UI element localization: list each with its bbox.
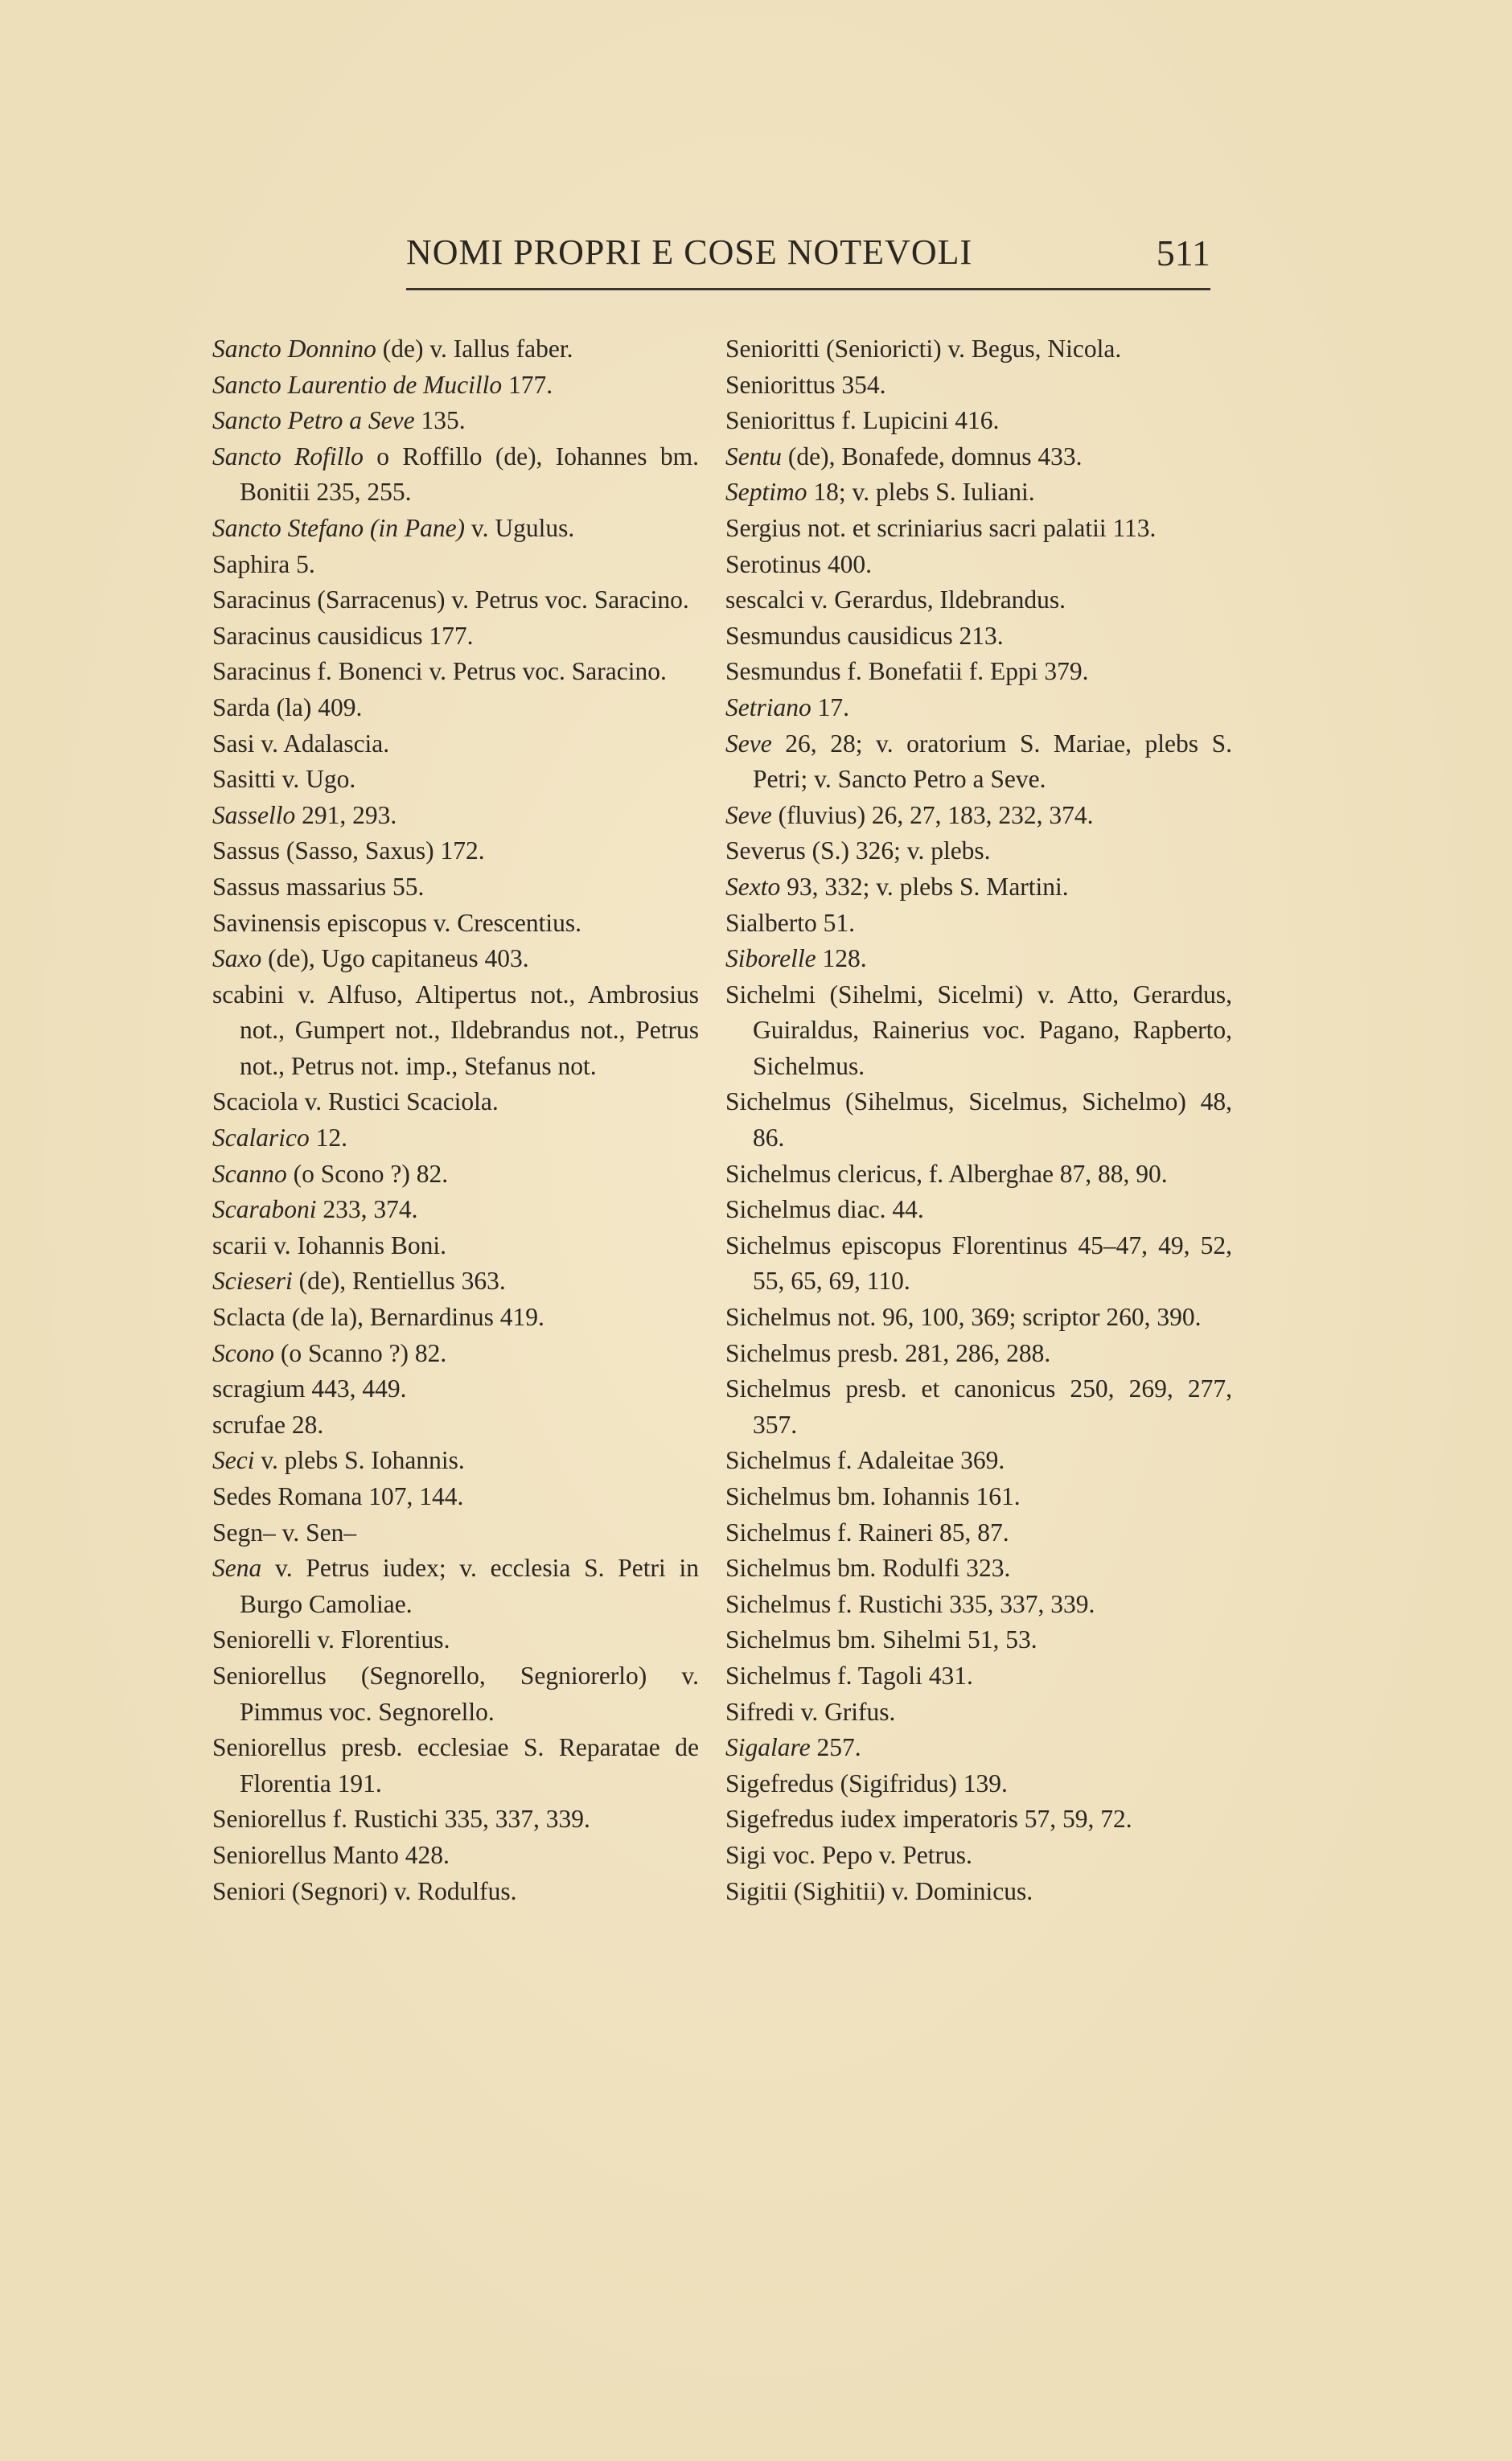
entry-references: (Segnori) v. Rodulfus.: [286, 1876, 517, 1905]
entry-term: Seve: [725, 800, 772, 829]
entry-term: Sentu: [725, 442, 782, 470]
index-entry: [725, 1802, 1232, 1838]
index-entry: [725, 1695, 1232, 1731]
entry-term: Sichelmus: [725, 1195, 832, 1224]
entry-term: Sancto Laurentio de Mucillo: [212, 370, 503, 399]
entry-references: causidicus 177.: [310, 621, 474, 650]
entry-references: 17.: [811, 692, 849, 721]
entry-references: (Segnorello, Segniorerlo) v. Pimmus voc. Segnorello.: [240, 1661, 699, 1726]
index-entry: [212, 798, 699, 834]
index-entry: [212, 582, 699, 618]
index-entry: [725, 1730, 1232, 1766]
entry-references: f. Adaleitae 369.: [831, 1446, 1005, 1475]
index-entry: [212, 547, 699, 583]
index-entry: [725, 582, 1232, 618]
entry-term: Sichelmus: [725, 1230, 832, 1259]
entry-term: Sichelmus: [725, 1482, 832, 1510]
entry-term: Septimo: [725, 478, 807, 507]
entry-references: (Sarracenus) v. Petrus voc. Saracino.: [310, 585, 689, 614]
entry-references: (de) v. Iallus faber.: [376, 335, 573, 363]
entry-references: f. Rustichi 335, 337, 339.: [831, 1589, 1095, 1618]
entry-references: not. et scriniarius sacri palatii 113.: [800, 513, 1157, 542]
entry-references: presb. 281, 286, 288.: [831, 1338, 1051, 1367]
entry-term: Scaraboni: [212, 1195, 317, 1224]
index-entry: [725, 475, 1232, 511]
index-entry: [212, 1336, 699, 1372]
index-entry: [212, 403, 699, 439]
entry-references: v. Adalascia.: [254, 729, 390, 758]
entry-term: Sichelmus: [725, 1374, 832, 1403]
running-header: [406, 232, 1210, 281]
entry-term: Saracinus: [212, 621, 311, 650]
entry-references: (Sihelmi, Sicelmi) v. Atto, Gerardus, Guiraldus, Rainerius voc. Pagano, Rapberto, Sichelmus.: [753, 980, 1232, 1080]
entry-references: (S.) 326; v. plebs.: [805, 836, 991, 865]
index-entry: [212, 331, 699, 368]
entry-term: Sichelmus: [725, 1661, 832, 1690]
index-entry: [212, 690, 699, 726]
entry-references: 354.: [835, 370, 886, 399]
entry-references: bm. Iohannis 161.: [831, 1482, 1021, 1510]
entry-term: Sarda: [212, 692, 270, 721]
entry-references: v. Grifus.: [794, 1697, 896, 1726]
entry-term: Sichelmus: [725, 1518, 832, 1547]
entry-term: Senioritti: [725, 335, 820, 363]
entry-term: scarii: [212, 1230, 268, 1259]
entry-term: Sigefredus: [725, 1805, 834, 1834]
index-entry: [725, 1838, 1232, 1874]
index-entry: [212, 1443, 699, 1479]
entry-references: massarius 55.: [280, 872, 425, 901]
index-entry: [725, 1515, 1232, 1551]
index-entry: [212, 1874, 699, 1910]
index-column-right: [725, 331, 1232, 1909]
entry-term: Segn–: [212, 1518, 276, 1547]
index-entry: [212, 1192, 699, 1228]
entry-term: Sichelmus: [725, 1625, 832, 1654]
index-entry: [725, 1192, 1232, 1228]
index-entry: [212, 941, 699, 977]
entry-references: causidicus 213.: [840, 621, 1004, 650]
index-entry: [212, 1622, 699, 1658]
entry-references: bm. Sihelmi 51, 53.: [831, 1625, 1037, 1654]
index-entry: [212, 906, 699, 942]
entry-term: Scanno: [212, 1159, 287, 1188]
entry-references: clericus, f. Alberghae 87, 88, 90.: [831, 1159, 1168, 1188]
entry-references: (Sighitii) v. Dominicus.: [787, 1876, 1033, 1905]
entry-references: 135.: [414, 406, 466, 435]
entry-term: Sassello: [212, 800, 296, 829]
entry-term: Seci: [212, 1446, 255, 1475]
entry-references: 93, 332; v. plebs S. Martini.: [780, 872, 1069, 901]
entry-term: Sialberto: [725, 908, 817, 937]
entry-references: 177.: [502, 370, 553, 399]
index-entry: [212, 654, 699, 690]
index-entry: [212, 1479, 699, 1515]
entry-term: Sichelmus: [725, 1087, 832, 1116]
entry-references: f. Tagoli 431.: [831, 1661, 973, 1690]
entry-references: 291, 293.: [295, 800, 397, 829]
index-entry: [212, 439, 699, 511]
entry-term: Setriano: [725, 692, 811, 721]
index-entry: [725, 403, 1232, 439]
entry-references: v. plebs S. Iohannis.: [254, 1446, 465, 1475]
entry-term: Seniorelli: [212, 1625, 311, 1654]
entry-references: iudex imperatoris 57, 59, 72.: [833, 1805, 1132, 1834]
entry-references: f. Bonefatii f. Eppi 379.: [840, 657, 1089, 686]
entry-references: 5.: [290, 549, 315, 578]
index-entry: [725, 798, 1232, 834]
index-entry: [725, 1622, 1232, 1658]
index-entry: [725, 1084, 1232, 1156]
entry-term: Severus: [725, 836, 806, 865]
entry-term: Sasitti: [212, 765, 276, 794]
index-entry: [725, 906, 1232, 942]
entry-term: Scaciola: [212, 1087, 298, 1116]
entry-references: 443, 449.: [305, 1374, 407, 1403]
entry-references: diac. 44.: [831, 1195, 924, 1224]
entry-term: Siborelle: [725, 944, 816, 973]
entry-references: v. Alfuso, Altipertus not., Ambrosius not., Gumpert not., Ildebrandus not., Petrus not., Petrus not. imp., Stefanus not.: [240, 980, 699, 1080]
entry-term: Sancto Petro a Seve: [212, 406, 415, 435]
index-entry: [212, 1551, 699, 1622]
index-entry: [212, 1228, 699, 1264]
entry-term: Seniorittus: [725, 370, 836, 399]
index-entry: [212, 1515, 699, 1551]
entry-references: v. Florentius.: [310, 1625, 450, 1654]
entry-term: Saxo: [212, 944, 262, 973]
entry-references: 18; v. plebs S. Iuliani.: [807, 478, 1035, 507]
entry-references: (Sihelmus, Sicelmus, Sichelmo) 48, 86.: [753, 1087, 1232, 1152]
entry-term: Sassus: [212, 872, 281, 901]
entry-term: Scono: [212, 1338, 274, 1367]
entry-term: Sergius: [725, 513, 801, 542]
entry-references: (de la), Bernardinus 419.: [285, 1303, 544, 1332]
entry-term: Seniorellus: [212, 1805, 327, 1834]
entry-references: 12.: [309, 1124, 347, 1152]
index-entry: [212, 762, 699, 798]
entry-term: Savinensis: [212, 908, 321, 937]
entry-references: 257.: [810, 1733, 861, 1762]
index-entry: [212, 1658, 699, 1730]
entry-term: Sexto: [725, 872, 781, 901]
entry-references: not. 96, 100, 369; scriptor 260, 390.: [831, 1303, 1202, 1332]
entry-references: v. Rustici Scaciola.: [298, 1087, 499, 1116]
index-entry: [725, 547, 1232, 583]
entry-references: f. Lupicini 416.: [835, 406, 1000, 435]
entry-term: Sichelmus: [725, 1338, 832, 1367]
index-entry: [725, 439, 1232, 475]
entry-references: v. Sen–: [275, 1518, 357, 1547]
index-entry: [725, 331, 1232, 368]
index-entry: [725, 618, 1232, 655]
entry-term: Seniorittus: [725, 406, 836, 435]
entry-term: Sasi: [212, 729, 255, 758]
index-entry: [212, 1802, 699, 1838]
index-entry: [725, 368, 1232, 404]
index-entry: [725, 690, 1232, 726]
entry-references: Manto 428.: [326, 1840, 450, 1869]
index-entry: [212, 511, 699, 547]
entry-references: f. Bonenci v. Petrus voc. Saracino.: [310, 657, 667, 686]
index-entry: [725, 1766, 1232, 1802]
index-entry: [212, 1838, 699, 1874]
index-entry: [725, 1300, 1232, 1336]
entry-references: v. Petrus iudex; v. ecclesia S. Petri in Burgo Camoliae.: [240, 1554, 699, 1618]
index-entry: [725, 869, 1232, 906]
index-entry: [725, 1658, 1232, 1695]
index-entry: [212, 1371, 699, 1407]
entry-term: Sassus: [212, 836, 281, 865]
index-column-left: [212, 331, 699, 1909]
entry-term: Seniorellus: [212, 1733, 327, 1762]
entry-term: Sichelmus: [725, 1159, 832, 1188]
index-entry: [725, 1874, 1232, 1910]
entry-references: 128.: [816, 944, 867, 973]
index-entry: [212, 1120, 699, 1157]
entry-term: Sigitii: [725, 1876, 788, 1905]
index-entry: [212, 1300, 699, 1336]
entry-term: Sancto Stefano (in Pane): [212, 513, 466, 542]
index-entry: [212, 1263, 699, 1300]
entry-term: Seniorellus: [212, 1840, 327, 1869]
entry-references: v. Ugo.: [275, 765, 356, 794]
entry-references: 26, 28; v. oratorium S. Mariae, plebs S. Petri; v. Sancto Petro a Seve.: [753, 729, 1232, 794]
entry-term: Serotinus: [725, 549, 822, 578]
entry-references: episcopus v. Crescentius.: [320, 908, 582, 937]
entry-references: (Senioricti) v. Begus, Nicola.: [820, 335, 1122, 363]
index-entry: [725, 1336, 1232, 1372]
entry-term: Sichelmus: [725, 1446, 832, 1475]
index-entry: [725, 833, 1232, 869]
entry-term: Sichelmus: [725, 1589, 832, 1618]
entry-term: Sena: [212, 1554, 262, 1583]
entry-term: Scieseri: [212, 1267, 293, 1296]
index-entry: [212, 368, 699, 404]
entry-term: sescalci: [725, 585, 804, 614]
index-entry: [212, 618, 699, 655]
entry-term: Sesmundus: [725, 621, 841, 650]
entry-term: Sichelmus: [725, 1554, 832, 1583]
index-entry: [212, 833, 699, 869]
entry-term: Sancto Rofillo: [212, 442, 364, 470]
index-entry: [725, 1371, 1232, 1443]
index-entry: [725, 1228, 1232, 1300]
index-entry: [725, 1479, 1232, 1515]
entry-term: Saphira: [212, 549, 290, 578]
entry-references: (la) 409.: [269, 692, 363, 721]
entry-term: Sclacta: [212, 1303, 286, 1332]
entry-references: Romana 107, 144.: [271, 1482, 464, 1510]
index-entry: [725, 977, 1232, 1085]
running-title: NOMI PROPRI E COSE NOTEVOLI: [406, 232, 973, 272]
index-entry: [212, 726, 699, 762]
entry-term: Sigalare: [725, 1733, 811, 1762]
index-entry: [212, 977, 699, 1085]
index-entry: [725, 726, 1232, 798]
entry-term: Seniorellus: [212, 1661, 327, 1690]
index-entry: [212, 869, 699, 906]
entry-term: Saracinus: [212, 657, 311, 686]
entry-references: v. Gerardus, Ildebrandus.: [803, 585, 1066, 614]
entry-references: presb. et canonicus 250, 269, 277, 357.: [753, 1374, 1232, 1439]
entry-term: Sedes: [212, 1482, 272, 1510]
entry-references: (o Scanno ?) 82.: [273, 1338, 447, 1367]
entry-references: 233, 374.: [316, 1195, 418, 1224]
entry-term: Seniori: [212, 1876, 286, 1905]
entry-references: 28.: [285, 1410, 324, 1439]
entry-references: f. Raineri 85, 87.: [831, 1518, 1009, 1547]
entry-term: scragium: [212, 1374, 306, 1403]
index-entry: [725, 1551, 1232, 1587]
entry-references: voc. Pepo v. Petrus.: [766, 1840, 972, 1869]
entry-term: Sesmundus: [725, 657, 841, 686]
index-entry: [212, 1730, 699, 1802]
entry-references: 51.: [816, 908, 855, 937]
index-entry: [725, 941, 1232, 977]
entry-term: Sigi: [725, 1840, 766, 1869]
entry-term: Sigefredus: [725, 1769, 834, 1797]
entry-term: Sancto Donnino: [212, 335, 376, 363]
index-entry: [725, 1443, 1232, 1479]
entry-references: bm. Rodulfi 323.: [831, 1554, 1011, 1583]
entry-references: (de), Bonafede, domnus 433.: [781, 442, 1083, 470]
entry-references: (de), Rentiellus 363.: [292, 1267, 506, 1296]
entry-term: Seve: [725, 729, 772, 758]
entry-references: (de), Ugo capitaneus 403.: [261, 944, 529, 973]
entry-references: (o Scono ?) 82.: [286, 1159, 449, 1188]
entry-references: (fluvius) 26, 27, 183, 232, 374.: [771, 800, 1094, 829]
index-entry: [725, 1587, 1232, 1623]
entry-references: f. Rustichi 335, 337, 339.: [326, 1805, 590, 1834]
index-entry: [212, 1084, 699, 1120]
entry-term: Sifredi: [725, 1697, 795, 1726]
index-entry: [725, 511, 1232, 547]
index-entry: [725, 654, 1232, 690]
page-number: 511: [1156, 232, 1210, 273]
index-entry: [212, 1407, 699, 1444]
index-entry: [212, 1157, 699, 1193]
header-rule: [406, 288, 1210, 290]
entry-term: Scalarico: [212, 1124, 310, 1152]
entry-term: Saracinus: [212, 585, 311, 614]
entry-references: (Sasso, Saxus) 172.: [280, 836, 485, 865]
entry-term: Sichelmus: [725, 1303, 832, 1332]
entry-references: presb. ecclesiae S. Reparatae de Florentia 191.: [240, 1733, 699, 1797]
entry-references: o Roffillo (de), Iohannes bm. Bonitii 235, 255.: [240, 442, 699, 507]
entry-term: Sichelmi: [725, 980, 816, 1009]
entry-references: episcopus Florentinus 45–47, 49, 52, 55, 65, 69, 110.: [753, 1230, 1232, 1296]
entry-term: scabini: [212, 980, 285, 1009]
entry-references: v. Iohannis Boni.: [267, 1230, 447, 1259]
entry-references: (Sigifridus) 139.: [833, 1769, 1008, 1797]
entry-references: 400.: [821, 549, 873, 578]
index-entry: [725, 1157, 1232, 1193]
entry-term: scrufae: [212, 1410, 286, 1439]
entry-references: v. Ugulus.: [465, 513, 575, 542]
